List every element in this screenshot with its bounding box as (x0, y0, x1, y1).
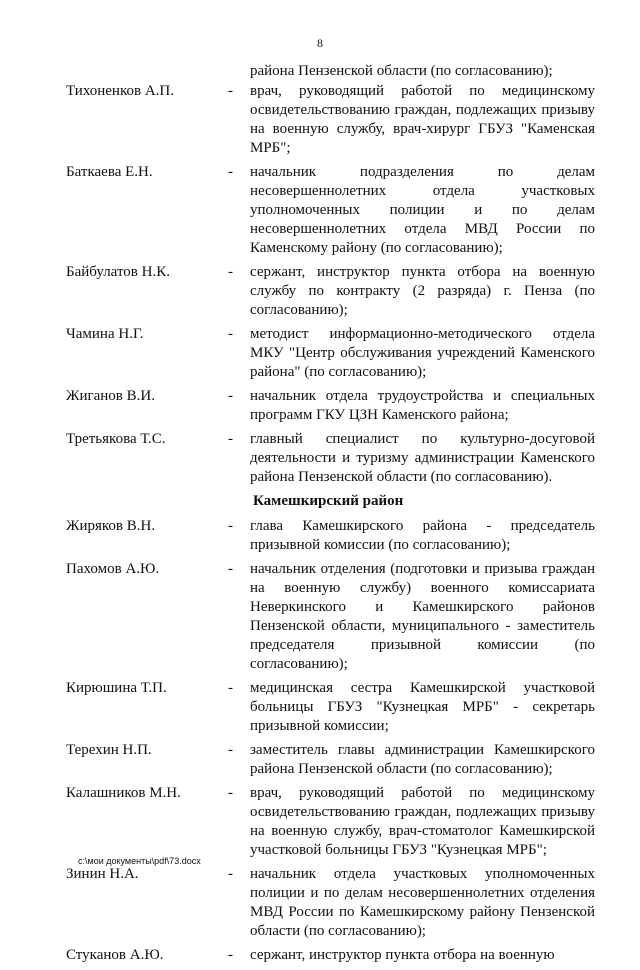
member-position: начальник отделения (подготовки и призыва граждан на военную службу) военного комиссариата Неверкинского и Камешкирского районов Пензенской области, муниципального - заместитель председателя призывной комиссии (по согласованию); (250, 561, 595, 672)
member-entry (0, 560, 640, 674)
member-entry (0, 946, 640, 965)
dash-separator: - (228, 164, 233, 180)
member-name: Баткаева Е.Н. (66, 164, 153, 180)
member-name: Зинин Н.А. (66, 866, 139, 882)
member-name: Чамина Н.Г. (66, 326, 144, 342)
member-entry (0, 263, 640, 320)
member-entry (0, 325, 640, 382)
member-position: врач, руководящий работой по медицинскому освидетельствованию граждан, подлежащих призыву на военную службу, врач-стоматолог Камешкирской участковой больницы ГБУЗ "Кузнецкая МРБ"; (250, 785, 595, 858)
member-position: сержант, инструктор пункта отбора на военную (250, 947, 555, 963)
member-entry (0, 82, 640, 158)
dash-separator: - (228, 947, 233, 963)
member-name: Жиряков В.Н. (66, 518, 156, 534)
member-list (0, 82, 640, 970)
member-entry (0, 679, 640, 736)
page-number: 8 (317, 36, 323, 50)
member-name: Байбулатов Н.К. (66, 264, 170, 280)
file-path-footer: c:\мои документы\pdf\73.docx (78, 856, 201, 866)
member-position: начальник отдела участковых уполномоченных полиции и по делам несовершеннолетних отделения МВД России по Камешкирскому району Пензенской области (по согласованию); (250, 866, 595, 939)
member-entry (0, 387, 640, 425)
member-position: медицинская сестра Камешкирской участковой больницы ГБУЗ "Кузнецкая МРБ" - секретарь призывной комиссии; (250, 680, 595, 734)
member-position: главный специалист по культурно-досуговой деятельности и туризму администрации Каменского района Пензенской области (по согласованию). (250, 431, 595, 485)
member-position: заместитель главы администрации Камешкирского района Пензенской области (по согласованию); (250, 742, 595, 777)
member-name: Третьякова Т.С. (66, 431, 166, 447)
dash-separator: - (228, 388, 233, 404)
dash-separator: - (228, 785, 233, 801)
member-name: Калашников М.Н. (66, 785, 181, 801)
section-heading: Камешкирский район (253, 493, 404, 509)
member-entry (0, 430, 640, 487)
member-name: Терехин Н.П. (66, 742, 152, 758)
top-continuation-text: района Пензенской области (по согласованию); (250, 63, 553, 79)
member-position: врач, руководящий работой по медицинскому освидетельствованию граждан, подлежащих призыву на военную службу, врач-хирург ГБУЗ "Каменская МРБ"; (250, 83, 595, 156)
member-name: Кирюшина Т.П. (66, 680, 167, 696)
member-entry (0, 741, 640, 779)
member-name: Пахомов А.Ю. (66, 561, 160, 577)
dash-separator: - (228, 680, 233, 696)
member-position: глава Камешкирского района - председатель призывной комиссии (по согласованию); (250, 518, 595, 553)
member-entry (0, 163, 640, 258)
member-name: Стуканов А.Ю. (66, 947, 164, 963)
dash-separator: - (228, 264, 233, 280)
dash-separator: - (228, 518, 233, 534)
member-entry (0, 517, 640, 555)
dash-separator: - (228, 742, 233, 758)
member-position: начальник отдела трудоустройства и специальных программ ГКУ ЦЗН Каменского района; (250, 388, 595, 423)
dash-separator: - (228, 431, 233, 447)
member-entry (0, 865, 640, 941)
member-entry (0, 784, 640, 860)
member-name: Тихоненков А.П. (66, 83, 174, 99)
member-position: начальник подразделения по делам несовершеннолетних отдела участковых уполномоченных полиции и по делам несовершеннолетних отдела МВД России по Каменскому району (по согласованию); (250, 164, 595, 256)
dash-separator: - (228, 83, 233, 99)
dash-separator: - (228, 866, 233, 882)
dash-separator: - (228, 326, 233, 342)
member-position: сержант, инструктор пункта отбора на военную службу по контракту (2 разряда) г. Пенза (по согласованию); (250, 264, 595, 318)
member-name: Жиганов В.И. (66, 388, 155, 404)
member-position: методист информационно-методического отдела МКУ "Центр обслуживания учреждений Каменского района" (по согласованию); (250, 326, 595, 380)
dash-separator: - (228, 561, 233, 577)
